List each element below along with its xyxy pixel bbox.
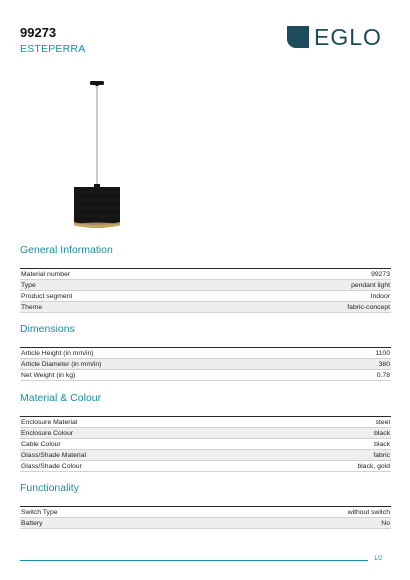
table-row — [20, 302, 391, 313]
product-name: ESTEPERRA — [20, 43, 86, 55]
row-label: Net Weight (in kg) — [21, 371, 76, 379]
section-title-functionality: Functionality — [20, 482, 79, 494]
table-row — [20, 461, 391, 472]
row-value: 380 — [378, 360, 390, 368]
table-material-colour — [20, 416, 391, 472]
row-label: Article Diameter (in mm/in) — [21, 360, 102, 368]
row-value: steel — [375, 418, 390, 426]
row-label: Type — [21, 281, 36, 289]
row-value: without switch — [347, 508, 390, 516]
row-label: Product segment — [21, 292, 73, 300]
table-general-information — [20, 268, 391, 313]
row-label: Material number — [21, 270, 71, 278]
row-label: Cable Colour — [21, 440, 61, 448]
table-row — [20, 450, 391, 461]
row-label: Enclosure Colour — [21, 429, 74, 437]
page-number: 1/2 — [374, 556, 383, 562]
table-row — [20, 428, 391, 439]
row-label: Glass/Shade Colour — [21, 462, 82, 470]
row-value: No — [381, 519, 390, 527]
table-row — [20, 269, 391, 280]
table-dimensions — [20, 347, 391, 381]
table-row — [20, 507, 391, 518]
brand-logo — [287, 25, 393, 49]
row-value: 99273 — [371, 270, 390, 278]
table-row — [20, 291, 391, 302]
section-title-general: General Information — [20, 244, 113, 256]
row-label: Enclosure Material — [21, 418, 78, 426]
logo-text: EGLO — [314, 24, 382, 50]
row-label: Glass/Shade Material — [21, 451, 86, 459]
table-row — [20, 348, 391, 359]
row-value: Indoor — [370, 292, 390, 300]
section-title-material-colour: Material & Colour — [20, 392, 102, 404]
table-row — [20, 280, 391, 291]
row-value: pendant light — [351, 281, 390, 289]
logo-mark-icon — [287, 26, 309, 48]
row-value: 0.78 — [376, 371, 390, 379]
product-number: 99273 — [20, 25, 57, 40]
table-row — [20, 439, 391, 450]
row-label: Switch Type — [21, 508, 58, 516]
footer-divider — [20, 560, 368, 561]
row-value: fabric — [373, 451, 390, 459]
table-functionality — [20, 506, 391, 529]
row-value: 1100 — [375, 349, 390, 357]
product-image — [60, 78, 140, 233]
row-value: black — [374, 440, 390, 448]
row-value: black, gold — [357, 462, 390, 470]
section-title-dimensions: Dimensions — [20, 323, 75, 335]
row-label: Theme — [21, 303, 43, 311]
row-label: Article Height (in mm/in) — [21, 349, 94, 357]
table-row — [20, 370, 391, 381]
row-value: fabric-concept — [347, 303, 390, 311]
row-value: black — [374, 429, 390, 437]
table-row — [20, 417, 391, 428]
table-row — [20, 518, 391, 529]
product-header — [20, 26, 85, 55]
table-row — [20, 359, 391, 370]
row-label: Battery — [21, 519, 43, 527]
